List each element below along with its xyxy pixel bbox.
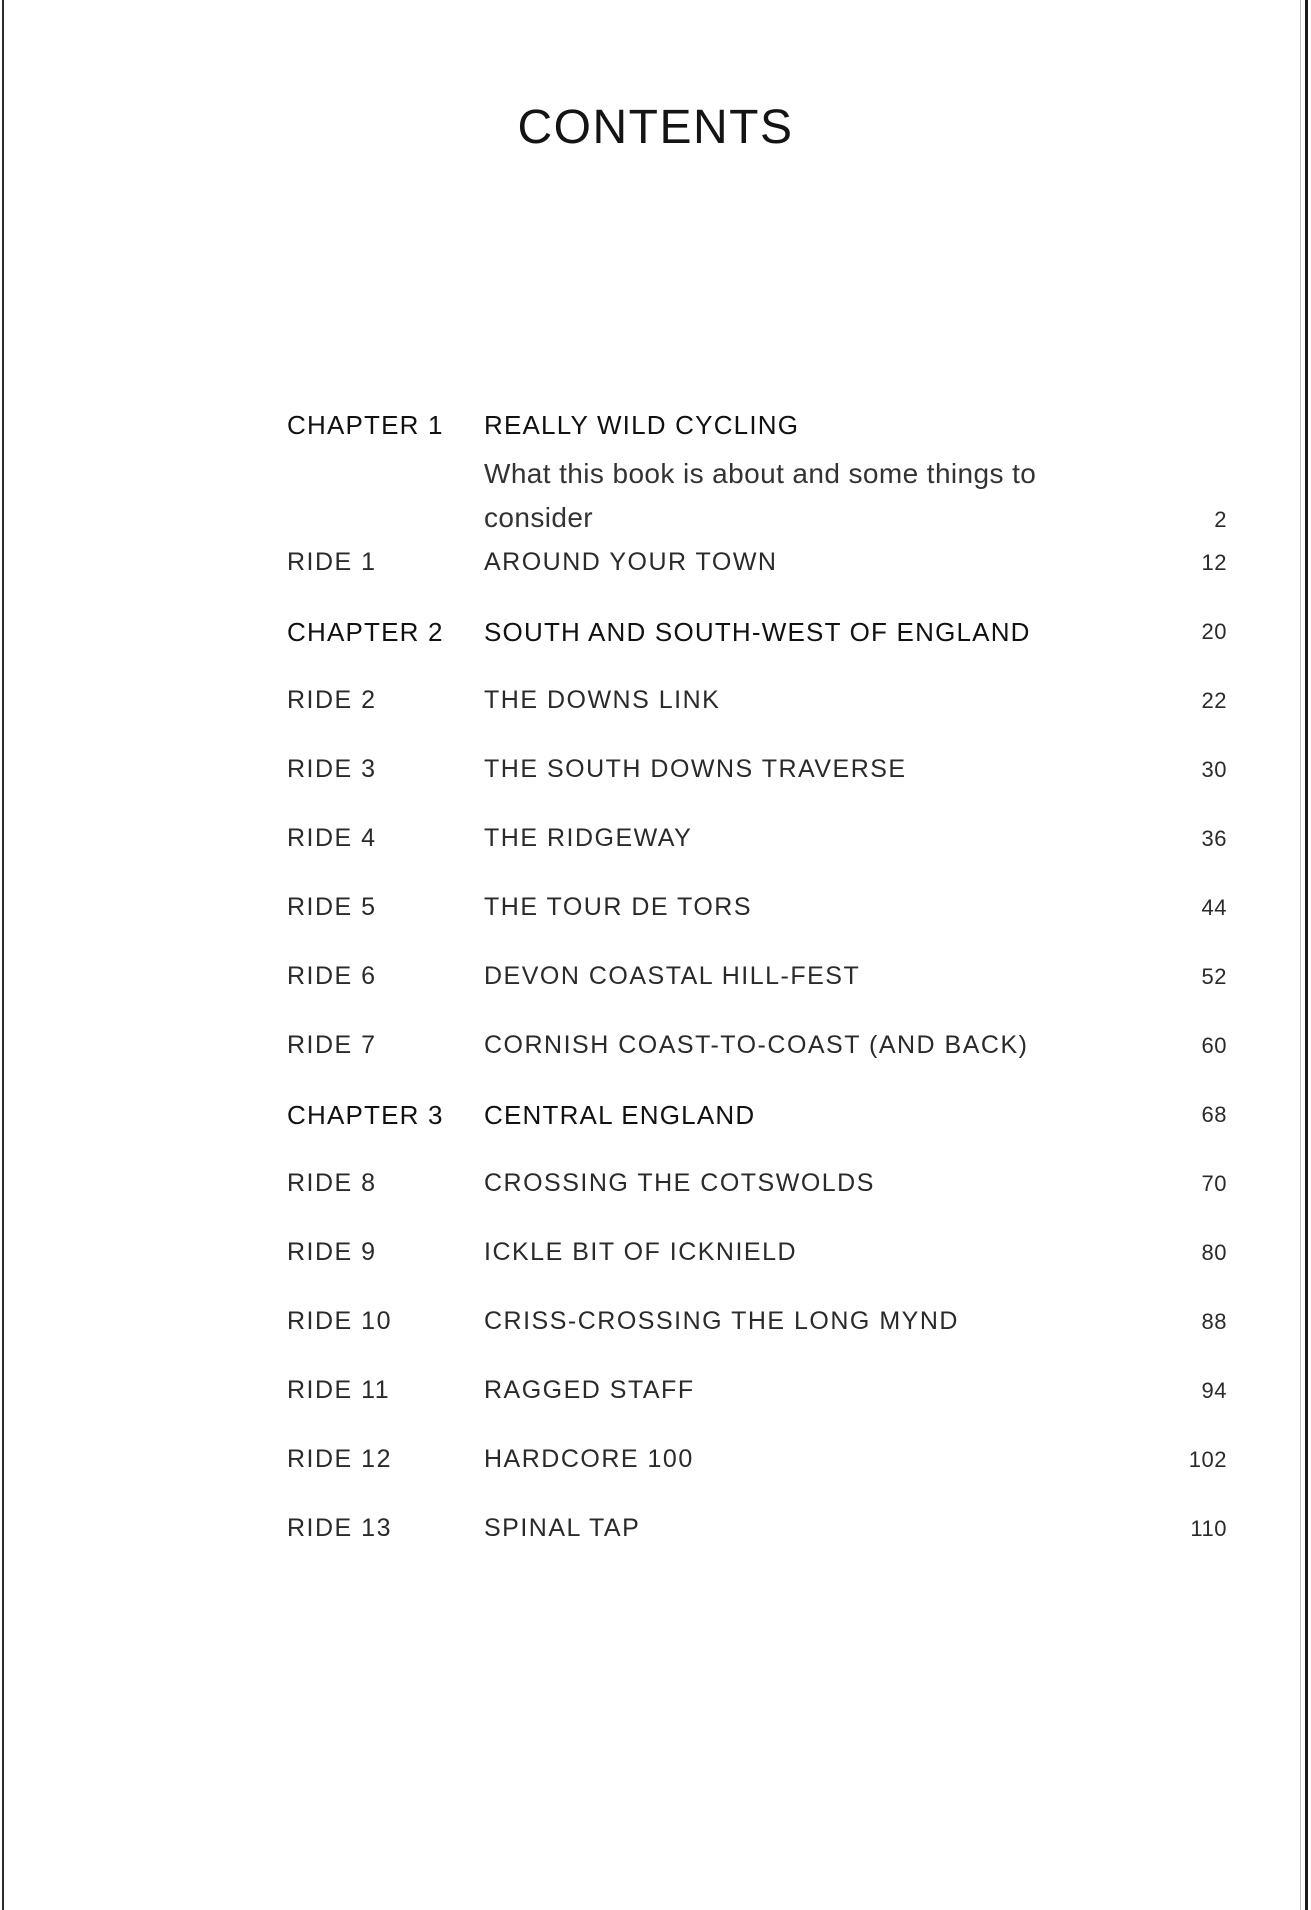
entry-page-number: 2	[1214, 507, 1227, 532]
entry-label: RIDE 10	[287, 1307, 392, 1335]
entry-page-number: 94	[1201, 1378, 1227, 1403]
toc-entry-ride-1	[287, 548, 1227, 617]
toc-entry-ride-3	[287, 755, 1227, 824]
entry-label: CHAPTER 2	[287, 617, 444, 647]
entry-label: RIDE 7	[287, 1031, 377, 1059]
toc-entry-ride-11	[287, 1376, 1227, 1445]
entry-label: RIDE 13	[287, 1514, 392, 1542]
entry-label: RIDE 9	[287, 1238, 377, 1266]
toc-entry-ride-5	[287, 893, 1227, 962]
entry-page-number: 22	[1201, 688, 1227, 713]
entry-page-number: 20	[1201, 619, 1227, 644]
toc-entry-chapter-1	[287, 410, 1227, 548]
entry-label: RIDE 4	[287, 824, 377, 852]
entry-heading: SPINAL TAP	[484, 1514, 641, 1542]
entry-label: RIDE 11	[287, 1376, 391, 1404]
entry-heading: THE DOWNS LINK	[484, 686, 721, 714]
entry-page-number: 36	[1201, 826, 1227, 851]
entry-heading: CORNISH COAST-TO-COAST (AND BACK)	[484, 1031, 1029, 1059]
entry-label: RIDE 8	[287, 1169, 377, 1197]
entry-label: RIDE 1	[287, 548, 377, 576]
entry-page-number: 102	[1188, 1447, 1227, 1472]
page-title: CONTENTS	[517, 101, 794, 154]
entry-heading: THE SOUTH DOWNS TRAVERSE	[484, 755, 907, 783]
entry-description: What this book is about and some things to consider	[484, 458, 1037, 533]
entry-label: RIDE 2	[287, 686, 377, 714]
toc-entry-ride-7	[287, 1031, 1227, 1100]
entry-page-number: 52	[1201, 964, 1227, 989]
entry-page-number: 44	[1201, 895, 1227, 920]
scan-edge-right	[1305, 0, 1308, 1910]
entry-page-number: 68	[1201, 1102, 1227, 1127]
entry-label: CHAPTER 1	[287, 410, 444, 440]
entry-heading: CROSSING THE COTSWOLDS	[484, 1169, 875, 1197]
entry-label: RIDE 5	[287, 893, 377, 921]
toc-entry-ride-4	[287, 824, 1227, 893]
entry-page-number: 80	[1201, 1240, 1227, 1265]
toc-entry-ride-2	[287, 686, 1227, 755]
entry-heading: DEVON COASTAL HILL-FEST	[484, 962, 861, 990]
toc-entry-ride-13	[287, 1514, 1227, 1583]
entry-heading: REALLY WILD CYCLING	[484, 410, 800, 440]
entry-page-number: 110	[1190, 1516, 1227, 1541]
entry-page-number: 30	[1201, 757, 1227, 782]
entry-label: RIDE 6	[287, 962, 377, 990]
entry-page-number: 60	[1201, 1033, 1227, 1058]
entry-heading: RAGGED STAFF	[484, 1376, 695, 1404]
entry-page-number: 88	[1201, 1309, 1227, 1334]
entry-heading: ICKLE BIT OF ICKNIELD	[484, 1238, 798, 1266]
entry-label: RIDE 3	[287, 755, 377, 783]
toc-entry-ride-9	[287, 1238, 1227, 1307]
toc-entry-ride-12	[287, 1445, 1227, 1514]
entry-heading: THE TOUR DE TORS	[484, 893, 753, 921]
toc-entry-ride-8	[287, 1169, 1227, 1238]
entry-heading: SOUTH AND SOUTH-WEST OF ENGLAND	[484, 617, 1031, 647]
toc-entry-chapter-3	[287, 1100, 1227, 1169]
entry-heading: THE RIDGEWAY	[484, 824, 693, 852]
toc-entry-ride-10	[287, 1307, 1227, 1376]
toc-entry-chapter-2	[287, 617, 1227, 686]
entry-heading: CENTRAL ENGLAND	[484, 1100, 756, 1130]
toc-entry-ride-6	[287, 962, 1227, 1031]
entry-page-number: 70	[1201, 1171, 1227, 1196]
entry-label: RIDE 12	[287, 1445, 392, 1473]
scan-edge-left	[2, 0, 4, 1910]
entry-heading: AROUND YOUR TOWN	[484, 548, 778, 576]
entry-label: CHAPTER 3	[287, 1100, 444, 1130]
entry-page-number: 12	[1201, 550, 1227, 575]
entry-heading: HARDCORE 100	[484, 1445, 694, 1473]
entry-heading: CRISS-CROSSING THE LONG MYND	[484, 1307, 959, 1335]
scan-edge-right-inner	[1300, 0, 1301, 1910]
table-of-contents	[287, 410, 1227, 1583]
